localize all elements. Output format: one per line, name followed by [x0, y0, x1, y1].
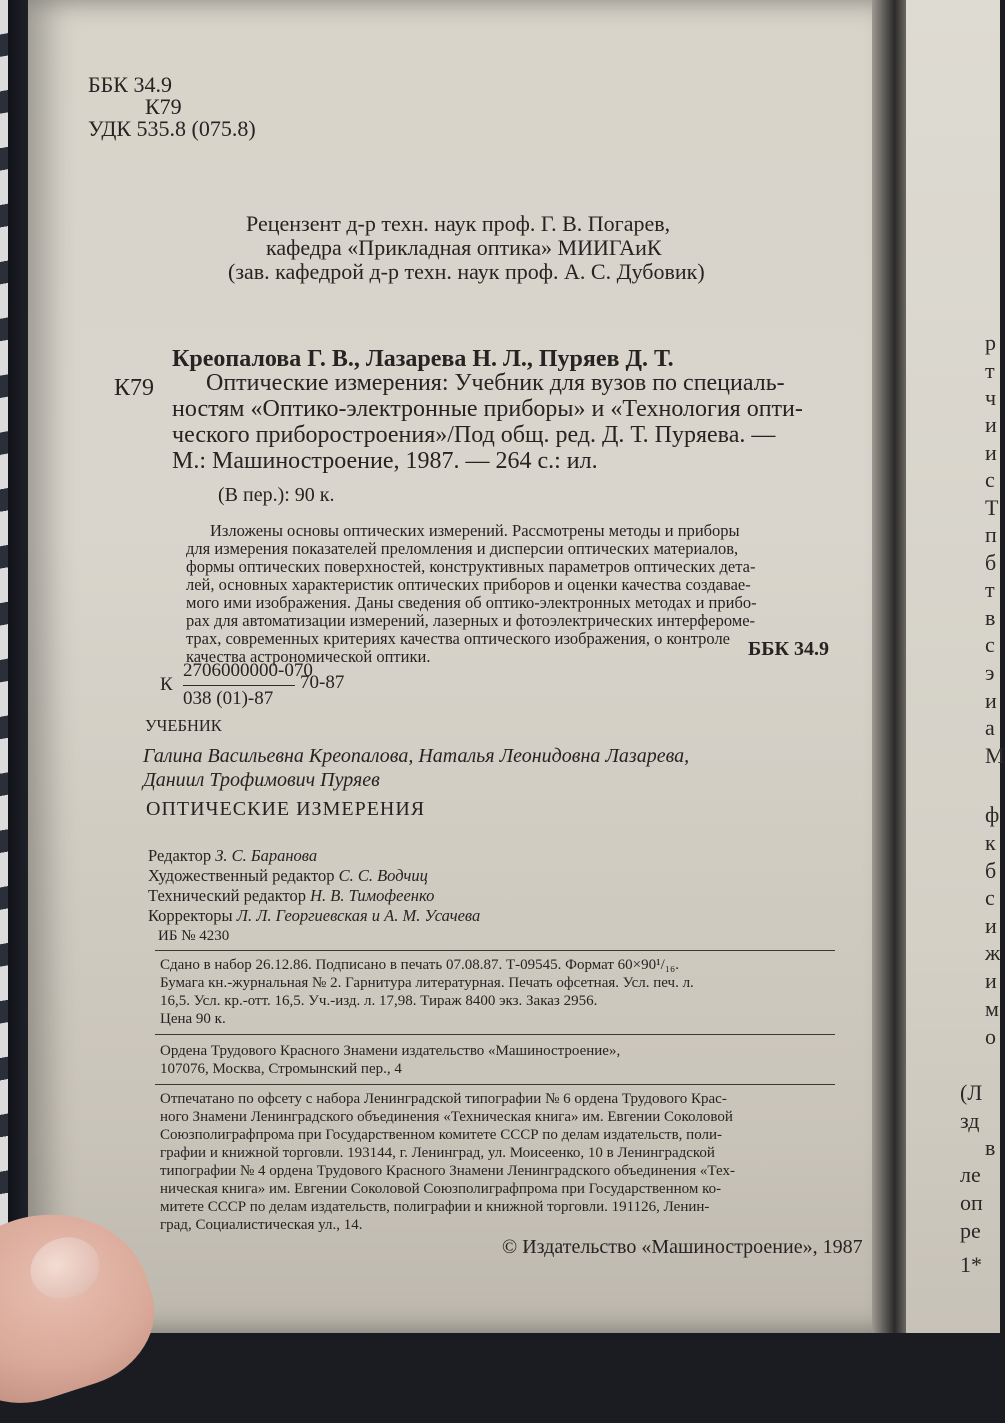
print-line: Бумага кн.-журнальная № 2. Гарнитура литературная. Печать офсетная. Усл. печ. л. [160, 975, 694, 991]
facing-page-fragment: ф [985, 802, 1000, 827]
index-prefix: К [160, 674, 173, 695]
full-authors-line: Даниил Трофимович Пуряев [143, 769, 380, 791]
staff-list [148, 846, 480, 926]
printer-line: митете СССР по делам издательств, полиграфии и книжной торговли. 191126, Ленин- [160, 1199, 710, 1215]
index-numerator: 2706000000-070 [183, 660, 313, 681]
facing-page-fragment: в [985, 605, 996, 630]
facing-page-fragment: о [985, 1024, 996, 1049]
reviewer-line: кафедра «Прикладная оптика» МИИГАиК [266, 235, 662, 260]
book-type: УЧЕБНИК [145, 716, 222, 735]
entry-line: М.: Машиностроение, 1987. — 264 с.: ил. [172, 448, 598, 474]
facing-page-fragment: к [985, 830, 996, 855]
udk-code: УДК 535.8 (075.8) [88, 116, 256, 141]
printer-line: Отпечатано по офсету с набора Ленинградской типографии № 6 ордена Трудового Крас- [160, 1091, 727, 1107]
facing-page-fragment: оп [960, 1190, 983, 1215]
facing-page-fragment: и [985, 913, 997, 938]
book-title: ОПТИЧЕСКИЕ ИЗМЕРЕНИЯ [146, 798, 426, 820]
facing-page-fragment: а [985, 715, 995, 740]
publisher-line: 107076, Москва, Стромынский пер., 4 [160, 1061, 402, 1077]
print-line: Сдано в набор 26.12.86. Подписано в печать 07.08.87. Т-09545. Формат 60×90¹/₁₆. [160, 957, 680, 973]
facing-page-fragment: т [985, 358, 995, 383]
abstract-line: для измерения показателей преломления и дисперсии оптических материалов, [186, 539, 739, 558]
printer-line: Союзполиграфпрома при Государственном комитете СССР по делам издательств, поли- [160, 1127, 723, 1143]
facing-page-fragment: и [985, 440, 997, 465]
staff-row: Художественный редактор С. С. Водчиц [148, 866, 428, 885]
facing-page-fragment: Т [985, 495, 999, 520]
facing-page-fragment: М [985, 743, 1005, 768]
print-line: 16,5. Усл. кр.-отт. 16,5. Уч.-изд. л. 17,98. Тираж 8400 экз. Заказ 2956. [160, 993, 598, 1009]
facing-page-fragment: ж [985, 940, 1001, 965]
facing-page-fragment: 1* [960, 1252, 982, 1277]
print-info [160, 956, 694, 1028]
facing-page-fragment: (Л [960, 1080, 983, 1105]
printer-block [160, 1090, 735, 1234]
entry-line: ностям «Оптико-электронные приборы» и «Технология опти- [172, 396, 803, 422]
staff-row: Технический редактор Н. В. Тимофеенко [148, 886, 435, 905]
staff-row: Редактор З. С. Баранова [148, 846, 318, 865]
entry-price: (В пер.): 90 к. [218, 484, 335, 506]
printer-line: град, Социалистическая ул., 14. [160, 1217, 363, 1233]
entry-description [172, 370, 803, 474]
facing-page-fragment: в [985, 1135, 996, 1160]
full-authors-line: Галина Васильевна Креопалова, Наталья Леонидовна Лазарева, [143, 745, 690, 767]
facing-page-fragment: м [985, 996, 999, 1021]
printer-line: ническая книга» им. Евгении Соколовой Союзполиграфпрома при Государственном ко- [160, 1181, 722, 1197]
index-suffix: 70-87 [300, 672, 345, 693]
printer-line: типографии № 4 ордена Трудового Красного Знамени Ленинградского объединения «Тех- [160, 1163, 735, 1179]
printer-line: графии и книжной торговли. 193144, г. Ленинград, ул. Моисеенко, 10 в Ленинградской [160, 1145, 715, 1161]
facing-page-fragment: с [985, 885, 995, 910]
abstract-line: лей, основных характеристик оптических приборов и оценки качества создавае- [186, 575, 751, 594]
facing-page-fragment: и [985, 412, 997, 437]
divider [155, 1084, 835, 1085]
staff-row: Корректоры Л. Л. Георгиевская и А. М. Усачева [148, 906, 481, 925]
bbk-code: ББК 34.9 [88, 72, 172, 97]
facing-page-fragment: и [985, 968, 997, 993]
printer-line: ного Знамени Ленинградского объединения «Техническая книга» им. Евгении Соколовой [160, 1109, 733, 1125]
facing-page-fragment: э [985, 660, 995, 685]
facing-page-fragment: р [985, 330, 996, 355]
facing-page-fragment: ре [960, 1218, 981, 1243]
abstract-line: рах для автоматизации измерений, лазерных и фотоэлектрических интерфероме- [186, 611, 756, 630]
abstract-line: мого ими изображения. Даны сведения об оптико-электронных методах и прибо- [186, 593, 757, 612]
full-authors [143, 744, 689, 792]
reviewer-block [228, 211, 705, 284]
publisher-block [160, 1042, 620, 1078]
facing-page-fragment: б [985, 858, 997, 883]
entry-line: ческого приборостроения»/Под общ. ред. Д. Т. Пуряева. — [172, 422, 776, 448]
abstract-line: формы оптических поверхностей, конструктивных параметров оптических дета- [186, 557, 756, 576]
authors-heading: Креопалова Г. В., Лазарева Н. Л., Пуряев Д. Т. [172, 346, 674, 372]
abstract-line: качества астрономической оптики. [186, 647, 431, 666]
author-mark: К79 [145, 94, 182, 119]
facing-page-fragment: ч [985, 385, 997, 410]
facing-page-fragment: ле [960, 1162, 981, 1187]
fraction-line [183, 685, 295, 686]
print-line: Цена 90 к. [160, 1011, 226, 1027]
index-denominator: 038 (01)-87 [183, 688, 274, 709]
entry-code: К79 [114, 375, 155, 401]
facing-page-fragment: т [985, 577, 995, 602]
publisher-line: Ордена Трудового Красного Знамени издательство «Машиностроение», [160, 1043, 621, 1059]
facing-page-fragment: п [985, 522, 997, 547]
entry-line: Оптические измерения: Учебник для вузов по специаль- [206, 370, 785, 396]
divider [155, 950, 835, 951]
copyright: © Издательство «Машиностроение», 1987 [502, 1236, 863, 1258]
abstract-line: трах, современных критериях качества оптического изображения, о контроле [186, 629, 731, 648]
ib-number: ИБ № 4230 [158, 928, 230, 944]
bbk-right: ББК 34.9 [748, 638, 829, 660]
facing-page-fragment: и [985, 688, 997, 713]
abstract-line: Изложены основы оптических измерений. Рассмотрены методы и приборы [210, 521, 740, 540]
facing-page-fragment: б [985, 550, 997, 575]
divider [155, 1034, 835, 1035]
reviewer-line: (зав. кафедрой д-р техн. наук проф. А. С. Дубовик) [228, 259, 705, 284]
facing-page-fragment: с [985, 467, 995, 492]
abstract [186, 522, 757, 666]
reviewer-line: Рецензент д-р техн. наук проф. Г. В. Погарев, [246, 211, 671, 236]
facing-page-fragment: с [985, 632, 995, 657]
facing-page-fragment: зд [960, 1108, 980, 1133]
